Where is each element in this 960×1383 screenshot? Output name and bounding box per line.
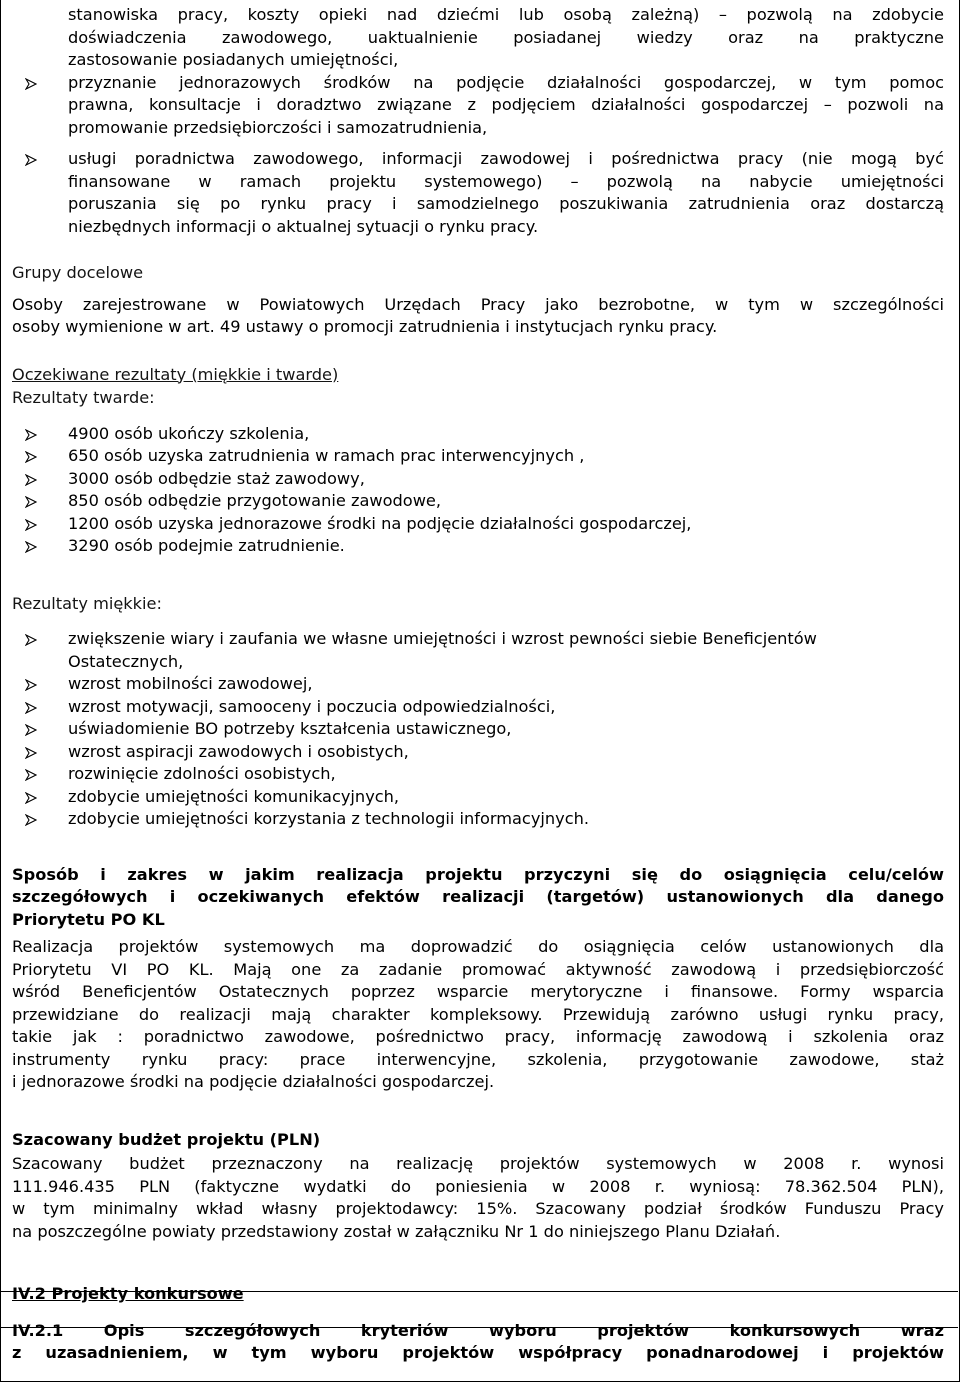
text-line: poruszania się po rynku pracy i samodzielnego poszukiwania zatrudnienia oraz dostarczą bbox=[68, 194, 944, 213]
text-line: osoby wymienione w art. 49 ustawy o promocji zatrudnienia i instytucjach rynku pracy. bbox=[12, 317, 718, 336]
text-line: doświadczenia zawodowego, uaktualnienie posiadanej wiedzy oraz na praktyczne bbox=[68, 27, 944, 47]
arrowhead-bullet-icon bbox=[25, 747, 37, 759]
arrowhead-bullet-icon bbox=[25, 78, 37, 90]
list-item bbox=[12, 490, 944, 513]
text-line: wśród Beneficjentów Ostatecznych poprzez wsparcie merytoryczne i finansowe. Formy wsparcia bbox=[12, 982, 944, 1001]
list-item bbox=[12, 72, 944, 140]
section-iv21 bbox=[12, 1320, 944, 1365]
text-line: i jednorazowe środki na podjęcie działalności gospodarczej. bbox=[12, 1072, 495, 1091]
arrowhead-bullet-icon bbox=[25, 814, 37, 826]
list-item-text: 850 osób odbędzie przygotowanie zawodowe, bbox=[68, 491, 442, 510]
section-heading: Oczekiwane rezultaty (miękkie i twarde) bbox=[12, 364, 339, 384]
list-item bbox=[12, 696, 944, 719]
list-item bbox=[12, 535, 944, 558]
list-item bbox=[12, 718, 944, 741]
text-line: stanowiska pracy, koszty opieki nad dziećmi lub osobą zależną) – pozwolą na zdobycie bbox=[68, 5, 944, 24]
target-groups-section bbox=[12, 262, 944, 339]
section-heading-iv2: IV.2 Projekty konkursowe bbox=[12, 1284, 244, 1303]
list-item-text: uświadomienie BO potrzeby kształcenia ustawicznego, bbox=[68, 719, 512, 738]
text-line: niezbędnych informacji o aktualnej sytuacji o rynku pracy. bbox=[68, 216, 539, 236]
list-item bbox=[12, 673, 944, 696]
text-line: promowanie przedsiębiorczości i samozatrudnienia, bbox=[68, 117, 488, 137]
list-item bbox=[12, 628, 944, 673]
list-item-text: 3290 osób podejmie zatrudnienie. bbox=[68, 536, 345, 555]
list-item bbox=[12, 786, 944, 809]
text-line: usługi poradnictwa zawodowego, informacji zawodowej i pośrednictwa pracy (nie mogą być bbox=[68, 149, 944, 168]
text-line: Osoby zarejestrowane w Powiatowych Urzędach Pracy jako bezrobotne, w tym w szczególności bbox=[12, 294, 944, 314]
text-line: Szacowany budżet przeznaczony na realizację projektów systemowych w 2008 r. wynosi bbox=[12, 1154, 944, 1173]
text-line: na poszczególne powiaty przedstawiony został w załączniku Nr 1 do niniejszego Planu Działań. bbox=[12, 1221, 781, 1241]
section-heading: Szacowany budżet projektu (PLN) bbox=[12, 1129, 321, 1149]
list-item-text: 4900 osób ukończy szkolenia, bbox=[68, 423, 310, 443]
arrowhead-bullet-icon bbox=[25, 519, 37, 531]
text-line: Ostatecznych, bbox=[68, 651, 184, 671]
soft-results-list bbox=[12, 628, 944, 831]
text-line: instrumenty rynku pracy: prace interwencyjne, szkolenia, przygotowanie zawodowe, staż bbox=[12, 1049, 944, 1069]
list-item bbox=[12, 445, 944, 468]
arrowhead-bullet-icon bbox=[25, 541, 37, 553]
list-item bbox=[12, 468, 944, 491]
arrowhead-bullet-icon bbox=[25, 429, 37, 441]
intro-list bbox=[12, 72, 944, 239]
text-line: przyznanie jednorazowych środków na podjęcie działalności gospodarczej, w tym pomoc bbox=[68, 72, 944, 92]
subsection-heading: Rezultaty twarde: bbox=[12, 388, 155, 407]
list-item-text: 650 osób uzyska zatrudnienia w ramach prac interwencyjnych , bbox=[68, 446, 585, 465]
arrowhead-bullet-icon bbox=[25, 496, 37, 508]
list-item bbox=[12, 808, 944, 831]
list-item bbox=[12, 513, 944, 536]
arrowhead-bullet-icon bbox=[25, 634, 37, 646]
list-item bbox=[12, 763, 944, 786]
list-item bbox=[12, 741, 944, 764]
arrowhead-bullet-icon bbox=[25, 724, 37, 736]
list-item-text: wzrost motywacji, samooceny i poczucia odpowiedzialności, bbox=[68, 696, 556, 716]
text-line: finansowane w ramach projektu systemowego) – pozwolą na nabycie umiejętności bbox=[68, 171, 944, 191]
text-line: 111.946.435 PLN (faktyczne wydatki do poniesienia w 2008 r. wyniosą: 78.362.504 PLN), bbox=[12, 1176, 944, 1196]
arrowhead-bullet-icon bbox=[25, 769, 37, 781]
section-heading: Grupy docelowe bbox=[12, 263, 144, 282]
section-heading: IV.2.1 Opis szczegółowych kryteriów wyboru projektów konkursowych wraz bbox=[12, 1320, 944, 1340]
list-item-text: wzrost mobilności zawodowej, bbox=[68, 674, 313, 693]
budget-section bbox=[12, 1129, 944, 1244]
list-item bbox=[12, 423, 944, 446]
intro-continuation bbox=[12, 4, 944, 72]
list-item-text: zdobycie umiejętności korzystania z technologii informacyjnych. bbox=[68, 809, 590, 828]
list-item bbox=[12, 148, 944, 238]
list-item-text: 3000 osób odbędzie staż zawodowy, bbox=[68, 468, 365, 488]
arrowhead-bullet-icon bbox=[25, 451, 37, 463]
list-item-text: rozwinięcie zdolności osobistych, bbox=[68, 764, 336, 783]
method-section bbox=[12, 864, 944, 1094]
text-line: w tym minimalny wkład własny projektodawcy: 15%. Szacowany podział środków Funduszu Pracy bbox=[12, 1199, 944, 1218]
section-heading: Priorytetu PO KL bbox=[12, 909, 165, 929]
text-line: Priorytetu VI PO KL. Mają one za zadanie promować aktywność zawodową i przedsiębiorczość bbox=[12, 959, 944, 979]
text-line: Realizacja projektów systemowych ma doprowadzić do osiągnięcia celów ustanowionych dla bbox=[12, 937, 944, 956]
arrowhead-bullet-icon bbox=[25, 679, 37, 691]
list-item-text: 1200 osób uzyska jednorazowe środki na podjęcie działalności gospodarczej, bbox=[68, 513, 692, 533]
text-line: przewidziane do realizacji mają charakter kompleksowy. Przewidują zarówno usługi rynku pracy, bbox=[12, 1004, 944, 1024]
list-item-text: zdobycie umiejętności komunikacyjnych, bbox=[68, 786, 400, 806]
section-heading: szczegółowych i oczekiwanych efektów realizacji (targetów) ustanowionych dla danego bbox=[12, 887, 944, 906]
arrowhead-bullet-icon bbox=[25, 474, 37, 486]
text-line: zastosowanie posiadanych umiejętności, bbox=[68, 50, 399, 69]
hard-results-list bbox=[12, 423, 944, 558]
subsection-heading: Rezultaty miękkie: bbox=[12, 593, 162, 613]
expected-results-section bbox=[12, 364, 944, 831]
arrowhead-bullet-icon bbox=[25, 792, 37, 804]
text-line: prawna, konsultacje i doradztwo związane z podjęciem działalności gospodarczej – pozwoli na bbox=[68, 95, 944, 114]
text-line: takie jak : poradnictwo zawodowe, pośrednictwo pracy, informację zawodową i szkolenia oraz bbox=[12, 1027, 944, 1046]
section-heading: z uzasadnieniem, w tym wyboru projektów współpracy ponadnarodowej i projektów bbox=[12, 1343, 944, 1362]
arrowhead-bullet-icon bbox=[25, 702, 37, 714]
section-heading: Sposób i zakres w jakim realizacja projektu przyczyni się do osiągnięcia celu/celów bbox=[12, 864, 944, 884]
list-item-text: wzrost aspiracji zawodowych i osobistych, bbox=[68, 741, 409, 761]
arrowhead-bullet-icon bbox=[25, 154, 37, 166]
text-line: zwiększenie wiary i zaufania we własne umiejętności i wzrost pewności siebie Beneficjentów bbox=[68, 629, 817, 648]
document-page bbox=[12, 4, 944, 1365]
